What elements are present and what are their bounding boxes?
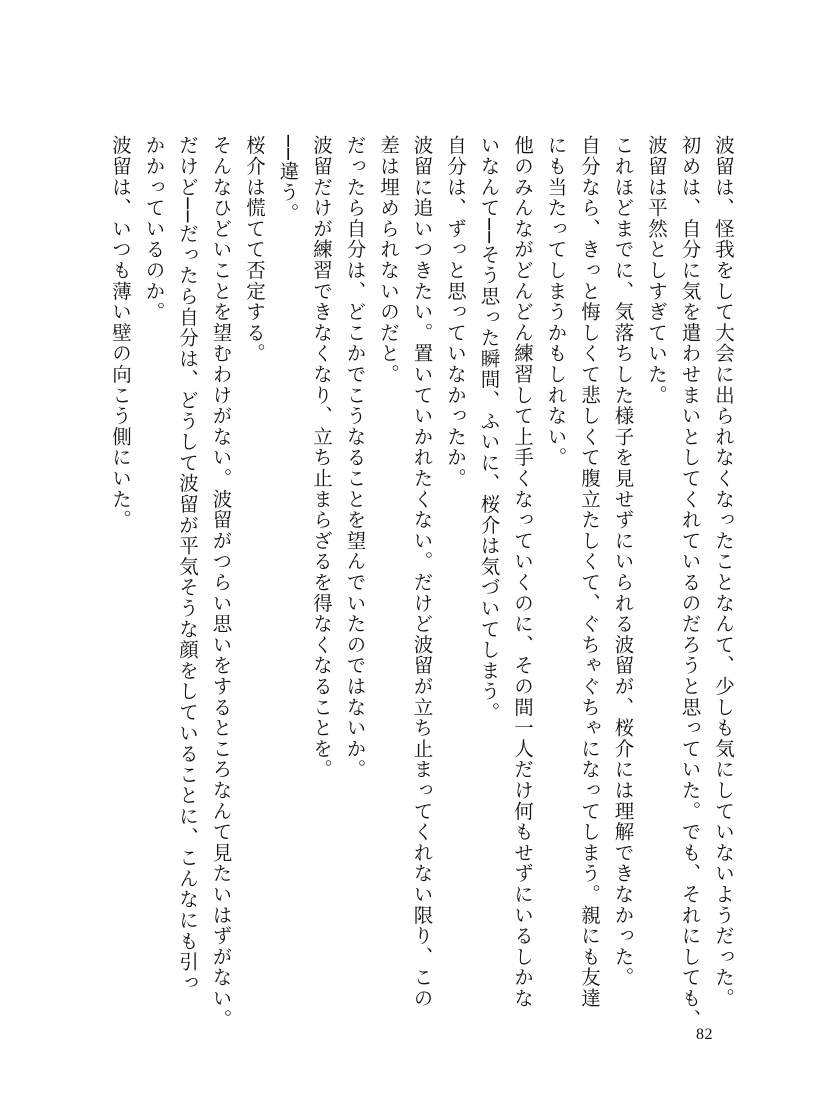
text-line: にも当たってしまうかもしれない。	[544, 135, 568, 468]
text-line: 波留は、怪我をして大会に出られなくなったことなんて、少しも気にしていないようだった。	[712, 135, 735, 1009]
text-line: 初めは、自分に気を遣わせまいとしてくれているのだろうと思っていた。でも、それにしても、	[678, 135, 702, 1030]
text-line: だけど──だったら自分は、どうして波留が平気そうな顔をしていることに、こんなにも引っ	[176, 135, 199, 994]
text-line: 波留は、いつも薄い壁の向こう側にいた。	[109, 135, 132, 531]
text-line: ──違う。	[276, 135, 300, 224]
text-line: 波留に追いつきたい。置いていかれたくない。だけど波留が立ち止まってくれない限り、この	[410, 135, 434, 1009]
text-line: これほどまでに、気落ちした様子を見せずにいられる波留が、桜介には理解できなかった。	[611, 135, 635, 988]
text-line: かかっているのか。	[142, 135, 166, 323]
text-line: そんなひどいことを望むわけがない。波留がつらい思いをするところなんて見たいはずがない。	[209, 135, 233, 1030]
text-line: いなんて──そう思った瞬間、ふいに、桜介は気づいてしまう。	[477, 135, 501, 723]
text-line: 自分なら、きっと悔しくて悲しくて腹立たしくて、ぐちゃぐちゃになってしまう。親にも友達	[578, 135, 601, 1009]
text-line: 桜介は慌てて否定する。	[243, 135, 266, 364]
vertical-text-block	[104, 135, 741, 1040]
text-line: 自分は、ずっと思っていなかったか。	[444, 135, 467, 489]
text-line: だったら自分は、どこかでこうなることを望んでいたのではないか。	[343, 135, 367, 780]
text-line: 他のみんながどんどん練習して上手くなっていくのに、その間一人だけ何もせずにいるしかな	[511, 135, 534, 1009]
text-line: 波留だけが練習できなくなり、立ち止まらざるを得なくなることを。	[310, 135, 333, 780]
text-line: 波留は平然としすぎていた。	[645, 135, 668, 406]
page-number: 82	[696, 1026, 713, 1043]
text-line: 差は埋められないのだと。	[377, 135, 400, 385]
